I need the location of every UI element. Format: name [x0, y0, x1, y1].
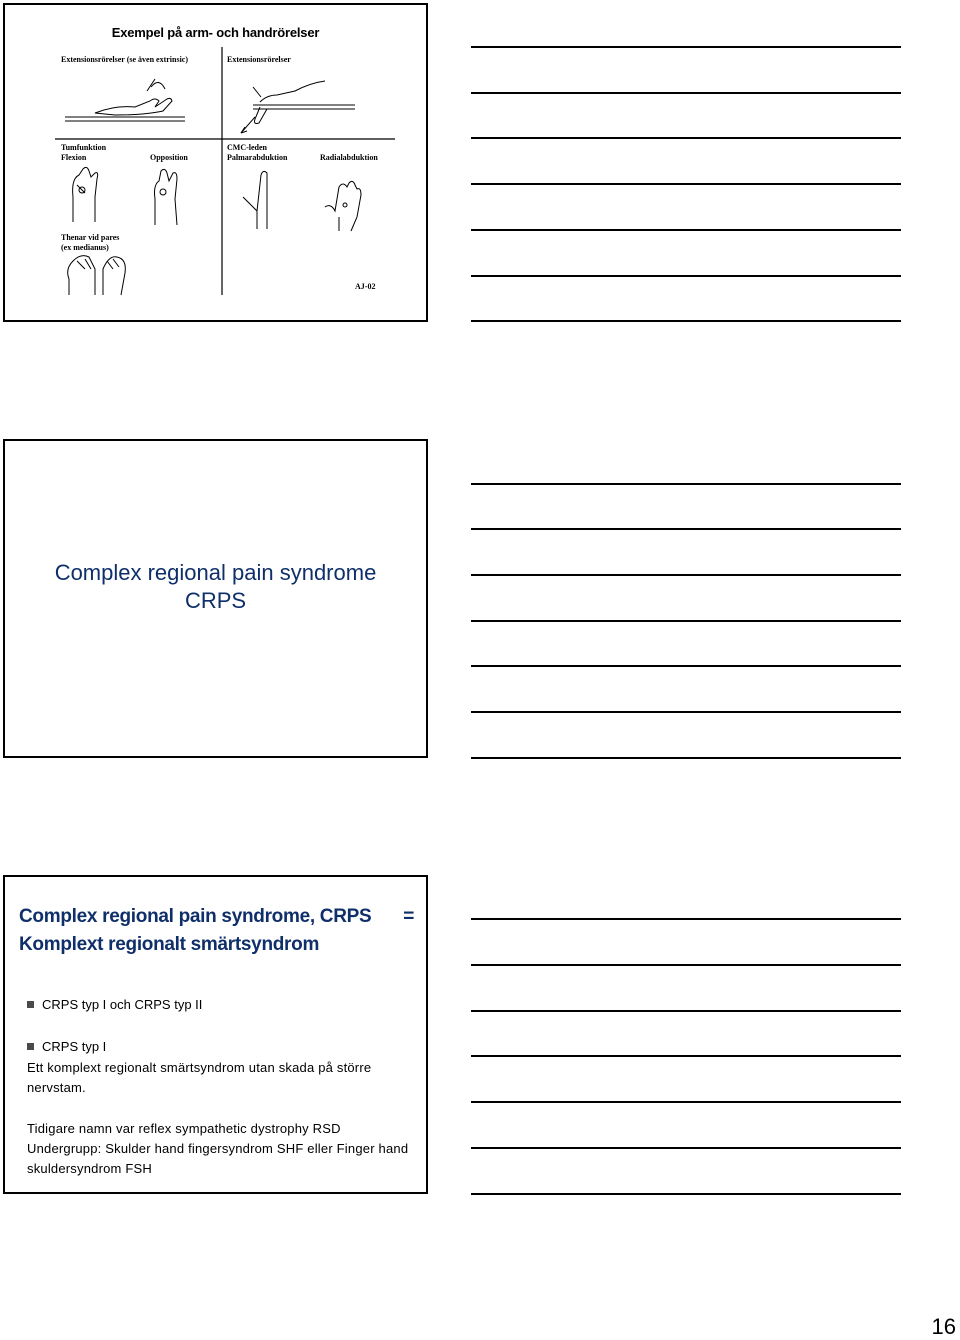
paragraph-1: Ett komplext regionalt smärtsyndrom utan skada på större nervstam.: [27, 1060, 372, 1095]
page-number: 16: [931, 1314, 956, 1339]
label-opposition: Opposition: [150, 153, 188, 162]
thenar-pares-drawing: [68, 256, 126, 295]
extension-hand-drawing-2: [241, 81, 355, 133]
label-radialabduktion: Radialabduktion: [320, 153, 378, 162]
label-ex-medianus: (ex medianus): [61, 243, 109, 252]
label-flexion: Flexion: [61, 153, 87, 162]
slide-3-heading-line-1: Complex regional pain syndrome, CRPS: [19, 906, 372, 927]
thumb-flexion-drawing: [73, 167, 98, 222]
bullet-item: [27, 1037, 106, 1057]
label-extension-right: Extensionsrörelser: [227, 55, 291, 64]
slide-2: [3, 439, 428, 758]
bullet-1-text: CRPS typ I och CRPS typ II: [42, 997, 203, 1012]
label-code: AJ-02: [355, 282, 376, 291]
label-tumfunktion: Tumfunktion: [61, 143, 107, 152]
bullet-2-text: CRPS typ I: [42, 1039, 107, 1054]
bullet-square-icon: [27, 1043, 34, 1050]
label-thenar: Thenar vid pares: [61, 233, 120, 242]
extension-hand-drawing: [65, 79, 185, 121]
thumb-opposition-drawing: [155, 169, 178, 225]
slide-2-title-line-2: CRPS: [184, 588, 247, 613]
paragraph-2: Tidigare namn var reflex sympathetic dystrophy RSD Undergrupp: Skulder hand fingersyndrom SHF eller Finger hand skuldersyndrom FSH: [27, 1121, 409, 1176]
bullet-square-icon: [27, 1001, 34, 1008]
label-cmc-leden: CMC-leden: [227, 143, 267, 152]
label-palmarabduktion: Palmarabduktion: [227, 153, 288, 162]
slide-2-title-line-1: Complex regional pain syndrome: [54, 560, 377, 585]
hand-movements-figure: [55, 47, 395, 297]
slide-3: [3, 875, 428, 1194]
bullet-item: [27, 995, 202, 1015]
slide-3-heading-equals: =: [403, 906, 414, 927]
slide-1: [3, 3, 428, 322]
radial-abduction-drawing: [325, 181, 361, 231]
label-extension-left: Extensionsrörelser (se även extrinsic): [61, 55, 189, 64]
slide-3-heading: [19, 903, 414, 959]
slide-2-title: [5, 559, 426, 615]
palmar-abduction-drawing: [243, 171, 267, 229]
slide-3-heading-line-2: Komplext regionalt smärtsyndrom: [19, 934, 320, 955]
slide-1-title: Exempel på arm- och handrörelser: [111, 25, 320, 40]
